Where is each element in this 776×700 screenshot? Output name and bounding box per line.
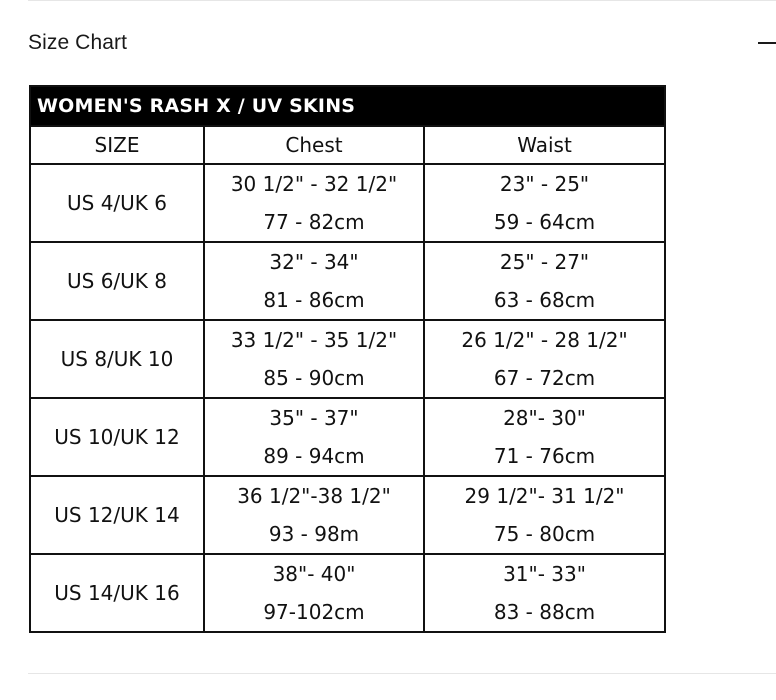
size-cell: US 8/UK 10 <box>30 320 204 398</box>
chest-cm: 97-102cm <box>263 600 365 624</box>
size-chart-accordion-header[interactable] <box>28 24 776 62</box>
column-header-waist: Waist <box>424 126 665 164</box>
chest-cell <box>204 242 424 320</box>
chest-cell <box>204 164 424 242</box>
table-title-row <box>30 86 665 126</box>
waist-cm: 75 - 80cm <box>493 522 596 546</box>
waist-cell <box>424 476 665 554</box>
size-cell: US 14/UK 16 <box>30 554 204 632</box>
chest-inches: 38"- 40" <box>272 562 356 586</box>
chest-inches: 32" - 34" <box>269 250 359 274</box>
waist-inches: 23" - 25" <box>499 172 590 196</box>
waist-cell <box>424 164 665 242</box>
waist-inches: 28"- 30" <box>503 406 586 430</box>
column-header-size: SIZE <box>30 126 204 164</box>
table-row <box>30 320 665 398</box>
size-cell: US 10/UK 12 <box>30 398 204 476</box>
waist-cell <box>424 320 665 398</box>
column-header-chest: Chest <box>204 126 424 164</box>
chest-cell <box>204 554 424 632</box>
chest-inches: 30 1/2" - 32 1/2" <box>230 172 398 196</box>
waist-cm: 67 - 72cm <box>493 366 596 390</box>
chest-cell <box>204 320 424 398</box>
table-row <box>30 554 665 632</box>
waist-cell <box>424 554 665 632</box>
waist-inches: 25" - 27" <box>499 250 590 274</box>
size-cell: US 6/UK 8 <box>30 242 204 320</box>
chest-cell <box>204 476 424 554</box>
size-cell: US 12/UK 14 <box>30 476 204 554</box>
bottom-divider <box>28 673 776 674</box>
chest-inches: 36 1/2"-38 1/2" <box>237 484 391 508</box>
table-row <box>30 164 665 242</box>
size-chart-title: Size Chart <box>28 31 128 54</box>
waist-inches: 31"- 33" <box>503 562 586 586</box>
chest-cm: 85 - 90cm <box>263 366 365 390</box>
table-header-row <box>30 126 665 164</box>
table-row <box>30 242 665 320</box>
waist-inches: 29 1/2"- 31 1/2" <box>464 484 625 508</box>
size-chart-table <box>29 85 666 633</box>
chest-cm: 77 - 82cm <box>263 210 365 234</box>
waist-cm: 83 - 88cm <box>493 600 596 624</box>
top-divider <box>28 0 776 1</box>
chest-inches: 35" - 37" <box>269 406 359 430</box>
waist-cm: 59 - 64cm <box>493 210 596 234</box>
waist-cm: 71 - 76cm <box>493 444 596 468</box>
chest-cm: 93 - 98m <box>268 522 360 546</box>
waist-cm: 63 - 68cm <box>493 288 596 312</box>
minus-icon[interactable] <box>758 34 776 52</box>
chest-cm: 89 - 94cm <box>263 444 365 468</box>
chest-cm: 81 - 86cm <box>263 288 365 312</box>
table-title: WOMEN'S RASH X / UV SKINS <box>30 86 665 126</box>
table-row <box>30 398 665 476</box>
table-row <box>30 476 665 554</box>
waist-inches: 26 1/2" - 28 1/2" <box>461 328 628 352</box>
size-cell: US 4/UK 6 <box>30 164 204 242</box>
chest-inches: 33 1/2" - 35 1/2" <box>230 328 398 352</box>
chest-cell <box>204 398 424 476</box>
waist-cell <box>424 398 665 476</box>
waist-cell <box>424 242 665 320</box>
